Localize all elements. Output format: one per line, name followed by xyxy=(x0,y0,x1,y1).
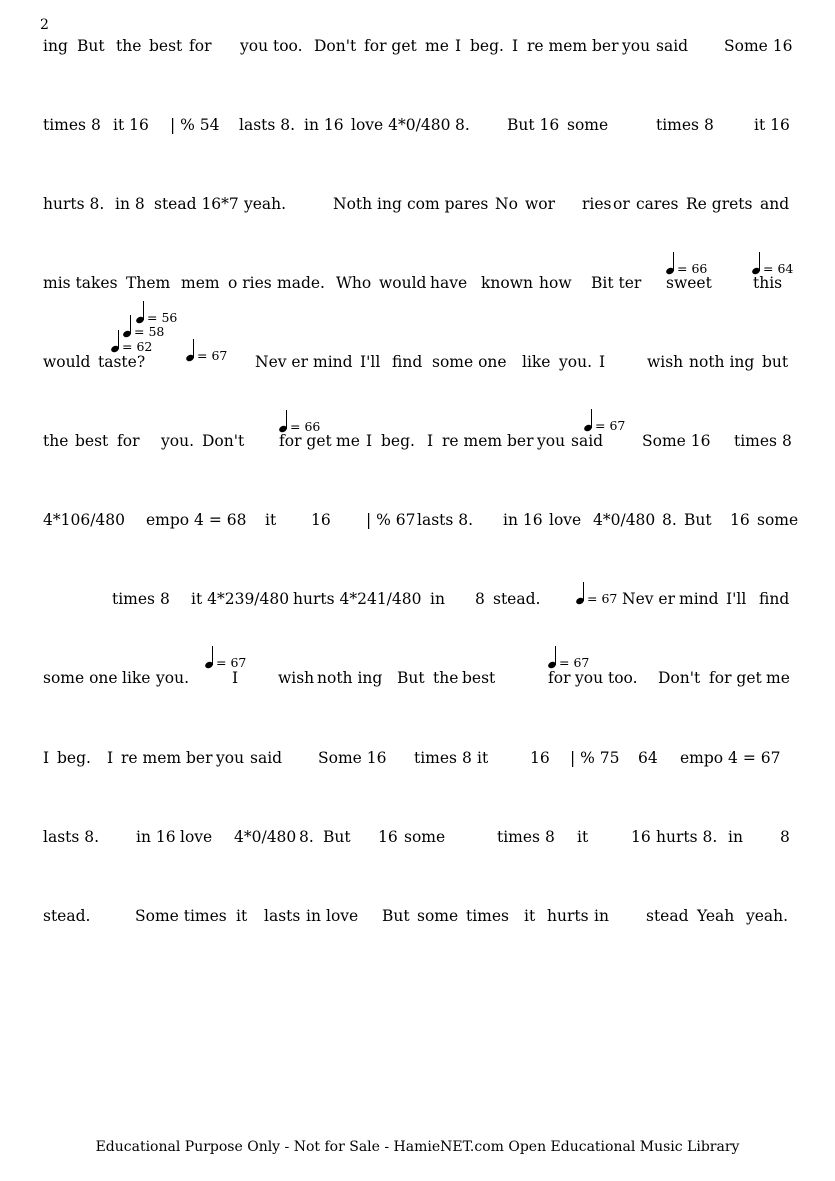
lyric-word: too. xyxy=(608,669,638,687)
lyric-word: you xyxy=(622,37,651,55)
lyric-line-2 xyxy=(0,115,835,135)
lyric-word: noth ing xyxy=(689,353,755,371)
lyric-word: 16 xyxy=(730,511,750,529)
lyric-word: re mem ber xyxy=(527,37,619,55)
lyric-word: stead xyxy=(646,907,689,925)
lyric-word: known xyxy=(481,274,533,292)
lyric-word: But xyxy=(77,37,105,55)
lyric-word: Some 16 xyxy=(642,432,711,450)
lyric-line-9 xyxy=(0,668,835,688)
lyric-word: No xyxy=(495,195,518,213)
lyric-word: would xyxy=(43,353,91,371)
lyric-word: 4*0/480 xyxy=(234,828,297,846)
lyric-word: Some times xyxy=(135,907,227,925)
lyric-word: Noth ing xyxy=(333,195,402,213)
lyric-word: times 8 xyxy=(43,116,101,134)
lyric-word: it xyxy=(577,828,589,846)
lyric-word: times 8 xyxy=(656,116,714,134)
lyric-line-11 xyxy=(0,827,835,847)
lyric-word: 8 xyxy=(475,590,485,608)
lyric-word: some xyxy=(567,116,609,134)
lyric-word: times 8 xyxy=(414,749,472,767)
lyric-word: have xyxy=(430,274,468,292)
lyric-word: hurts 8. xyxy=(656,828,718,846)
lyric-word: made. xyxy=(277,274,325,292)
lyric-word: and xyxy=(760,195,790,213)
lyric-word: in 8 xyxy=(115,195,145,213)
footer-notice: Educational Purpose Only - Not for Sale - HamieNET.com Open Educational Music Library xyxy=(95,1139,740,1155)
lyric-word: But xyxy=(397,669,425,687)
lyric-word: empo 4 = 67 xyxy=(680,749,781,767)
lyric-word: beg. xyxy=(381,432,415,450)
quarter-note-icon xyxy=(136,299,146,325)
lyric-word: wish xyxy=(278,669,315,687)
lyric-word: beg. xyxy=(57,749,91,767)
lyric-word: best xyxy=(462,669,496,687)
quarter-note-icon xyxy=(111,328,121,354)
lyric-word: I xyxy=(455,37,462,55)
lyric-word: find xyxy=(392,353,423,371)
lyric-word: the xyxy=(433,669,459,687)
lyric-word: love xyxy=(180,828,213,846)
lyric-word: Don't xyxy=(658,669,701,687)
lyric-word: yeah. xyxy=(746,907,789,925)
lyric-word: empo 4 = 68 xyxy=(146,511,247,529)
lyric-word: some xyxy=(404,828,446,846)
lyric-line-10 xyxy=(0,748,835,768)
lyric-word: stead 16*7 xyxy=(154,195,239,213)
lyric-line-1 xyxy=(0,36,835,56)
lyric-word: but xyxy=(762,353,789,371)
lyric-word: love xyxy=(549,511,582,529)
lyric-word: sweet xyxy=(666,274,712,292)
lyric-word: it xyxy=(236,907,248,925)
lyric-word: some one xyxy=(43,669,118,687)
lyric-word: some xyxy=(757,511,799,529)
lyric-word: beg. xyxy=(470,37,504,55)
lyric-word: love xyxy=(326,907,359,925)
lyric-word: 64 xyxy=(638,749,658,767)
lyric-word: mind xyxy=(313,353,353,371)
lyric-word: lasts 8. xyxy=(417,511,474,529)
lyric-word: in 16 xyxy=(503,511,543,529)
lyric-word: me xyxy=(766,669,790,687)
lyric-word: the xyxy=(43,432,69,450)
lyric-word: 16 xyxy=(378,828,398,846)
lyric-word: stead. xyxy=(493,590,541,608)
lyric-word: said xyxy=(656,37,689,55)
lyric-word: cares xyxy=(636,195,679,213)
lyric-word: you. xyxy=(161,432,194,450)
lyric-word: I xyxy=(232,669,239,687)
lyric-word: Yeah xyxy=(697,907,735,925)
lyric-word: I xyxy=(43,749,50,767)
lyric-line-6 xyxy=(0,431,835,451)
lyric-word: best xyxy=(149,37,183,55)
lyric-word: Some 16 xyxy=(318,749,387,767)
lyric-word: in xyxy=(728,828,743,846)
lyric-word: I'll xyxy=(360,353,381,371)
lyric-word: re mem ber xyxy=(442,432,534,450)
lyric-word: too. xyxy=(273,37,303,55)
lyric-word: I xyxy=(512,37,519,55)
lyric-word: But 16 xyxy=(507,116,560,134)
lyric-word: I xyxy=(599,353,606,371)
lyric-word: hurts 4*241/480 xyxy=(293,590,422,608)
lyric-word: yeah. xyxy=(244,195,287,213)
lyric-word: o ries xyxy=(228,274,272,292)
lyric-word: it xyxy=(265,511,277,529)
lyric-word: | % 67 xyxy=(366,511,416,529)
lyric-line-8 xyxy=(0,589,835,609)
lyric-word: times 8 xyxy=(112,590,170,608)
lyric-word: you xyxy=(240,37,269,55)
lyric-word: Nev er xyxy=(255,353,309,371)
lyric-word: it xyxy=(477,749,489,767)
lyric-word: 8. xyxy=(455,116,470,134)
page-number: 2 xyxy=(40,17,49,33)
lyric-word: 8. xyxy=(299,828,314,846)
lyric-line-7 xyxy=(0,510,835,530)
lyric-word: 16 xyxy=(530,749,550,767)
lyric-line-5 xyxy=(0,352,835,372)
lyric-word: said xyxy=(571,432,604,450)
lyric-word: the xyxy=(116,37,142,55)
lyric-word: stead. xyxy=(43,907,91,925)
lyric-word: mind xyxy=(679,590,719,608)
lyric-word: some one xyxy=(432,353,507,371)
lyric-word: or xyxy=(613,195,630,213)
lyric-word: for xyxy=(117,432,140,450)
lyric-word: 16 xyxy=(631,828,651,846)
lyric-word: But xyxy=(382,907,410,925)
lyric-word: best xyxy=(75,432,109,450)
lyric-word: | % 54 xyxy=(170,116,220,134)
lyric-word: me xyxy=(336,432,360,450)
lyric-word: ries xyxy=(582,195,612,213)
lyric-word: 4*0/480 xyxy=(593,511,656,529)
lyric-word: like xyxy=(522,353,551,371)
lyric-word: re mem ber xyxy=(121,749,213,767)
lyric-word: I xyxy=(107,749,114,767)
quarter-note-icon xyxy=(584,407,594,433)
lyric-word: taste? xyxy=(98,353,146,371)
lyric-word: 8. xyxy=(662,511,677,529)
lyric-word: noth ing xyxy=(317,669,383,687)
lyric-word: I'll xyxy=(726,590,747,608)
lyric-word: mis takes xyxy=(43,274,118,292)
lyric-line-3 xyxy=(0,194,835,214)
lyric-line-4 xyxy=(0,273,835,293)
lyric-word: you. xyxy=(156,669,189,687)
lyric-word: you xyxy=(537,432,566,450)
lyric-word: some xyxy=(417,907,459,925)
quarter-note-icon xyxy=(123,313,133,339)
lyric-word: times 8 xyxy=(734,432,792,450)
lyric-line-12 xyxy=(0,906,835,926)
lyric-word: ing xyxy=(43,37,68,55)
lyric-word: hurts 8. xyxy=(43,195,105,213)
lyric-word: 8 xyxy=(780,828,790,846)
lyric-word: I xyxy=(366,432,373,450)
lyric-word: how xyxy=(539,274,572,292)
lyric-word: Some 16 xyxy=(724,37,793,55)
lyric-word: it 4*239/480 xyxy=(191,590,290,608)
lyric-word: this xyxy=(753,274,783,292)
quarter-note-icon xyxy=(548,644,558,670)
lyric-word: me xyxy=(425,37,449,55)
lyric-word: Don't xyxy=(314,37,357,55)
lyric-word: for get xyxy=(709,669,762,687)
lyric-word: for get xyxy=(279,432,332,450)
lyric-word: it 16 xyxy=(113,116,149,134)
lyric-word: wish xyxy=(647,353,684,371)
lyric-word: 16 xyxy=(311,511,331,529)
lyric-word: Don't xyxy=(202,432,245,450)
lyric-word: lasts 8. xyxy=(239,116,296,134)
lyric-word: in 16 xyxy=(136,828,176,846)
lyric-word: lasts 8. xyxy=(43,828,100,846)
lyric-word: Who xyxy=(336,274,372,292)
lyric-word: wor xyxy=(525,195,556,213)
lyric-word: like xyxy=(122,669,151,687)
lyric-word: Re grets xyxy=(686,195,753,213)
lyric-word: in 16 xyxy=(304,116,344,134)
lyric-word: for xyxy=(548,669,571,687)
lyric-word: for get xyxy=(364,37,417,55)
lyric-word: mem xyxy=(181,274,220,292)
lyric-word: in xyxy=(306,907,321,925)
lyric-word: for xyxy=(189,37,212,55)
lyric-word: find xyxy=(759,590,790,608)
lyric-word: love 4*0/480 xyxy=(351,116,451,134)
lyric-word: com pares xyxy=(407,195,489,213)
lyric-word: you. xyxy=(559,353,592,371)
lyric-word: I xyxy=(427,432,434,450)
lyric-word: said xyxy=(250,749,283,767)
lyric-word: it 16 xyxy=(754,116,790,134)
lyric-word: in xyxy=(430,590,445,608)
lyric-word: But xyxy=(323,828,351,846)
lyric-word: you xyxy=(216,749,245,767)
lyric-word: Nev er xyxy=(622,590,676,608)
lyric-word: Them xyxy=(126,274,171,292)
lyric-word: would xyxy=(379,274,427,292)
lyric-word: But xyxy=(684,511,712,529)
quarter-note-icon xyxy=(205,644,215,670)
lyric-word: Bit ter xyxy=(591,274,642,292)
lyric-word: times 8 xyxy=(497,828,555,846)
lyric-word: it xyxy=(524,907,536,925)
lyric-word: 4*106/480 xyxy=(43,511,126,529)
lyric-word: hurts xyxy=(547,907,589,925)
lyric-word: in xyxy=(594,907,609,925)
lyric-word: times xyxy=(466,907,510,925)
lyric-word: | % 75 xyxy=(570,749,620,767)
lyric-word: you xyxy=(575,669,604,687)
lyric-word: lasts xyxy=(264,907,301,925)
